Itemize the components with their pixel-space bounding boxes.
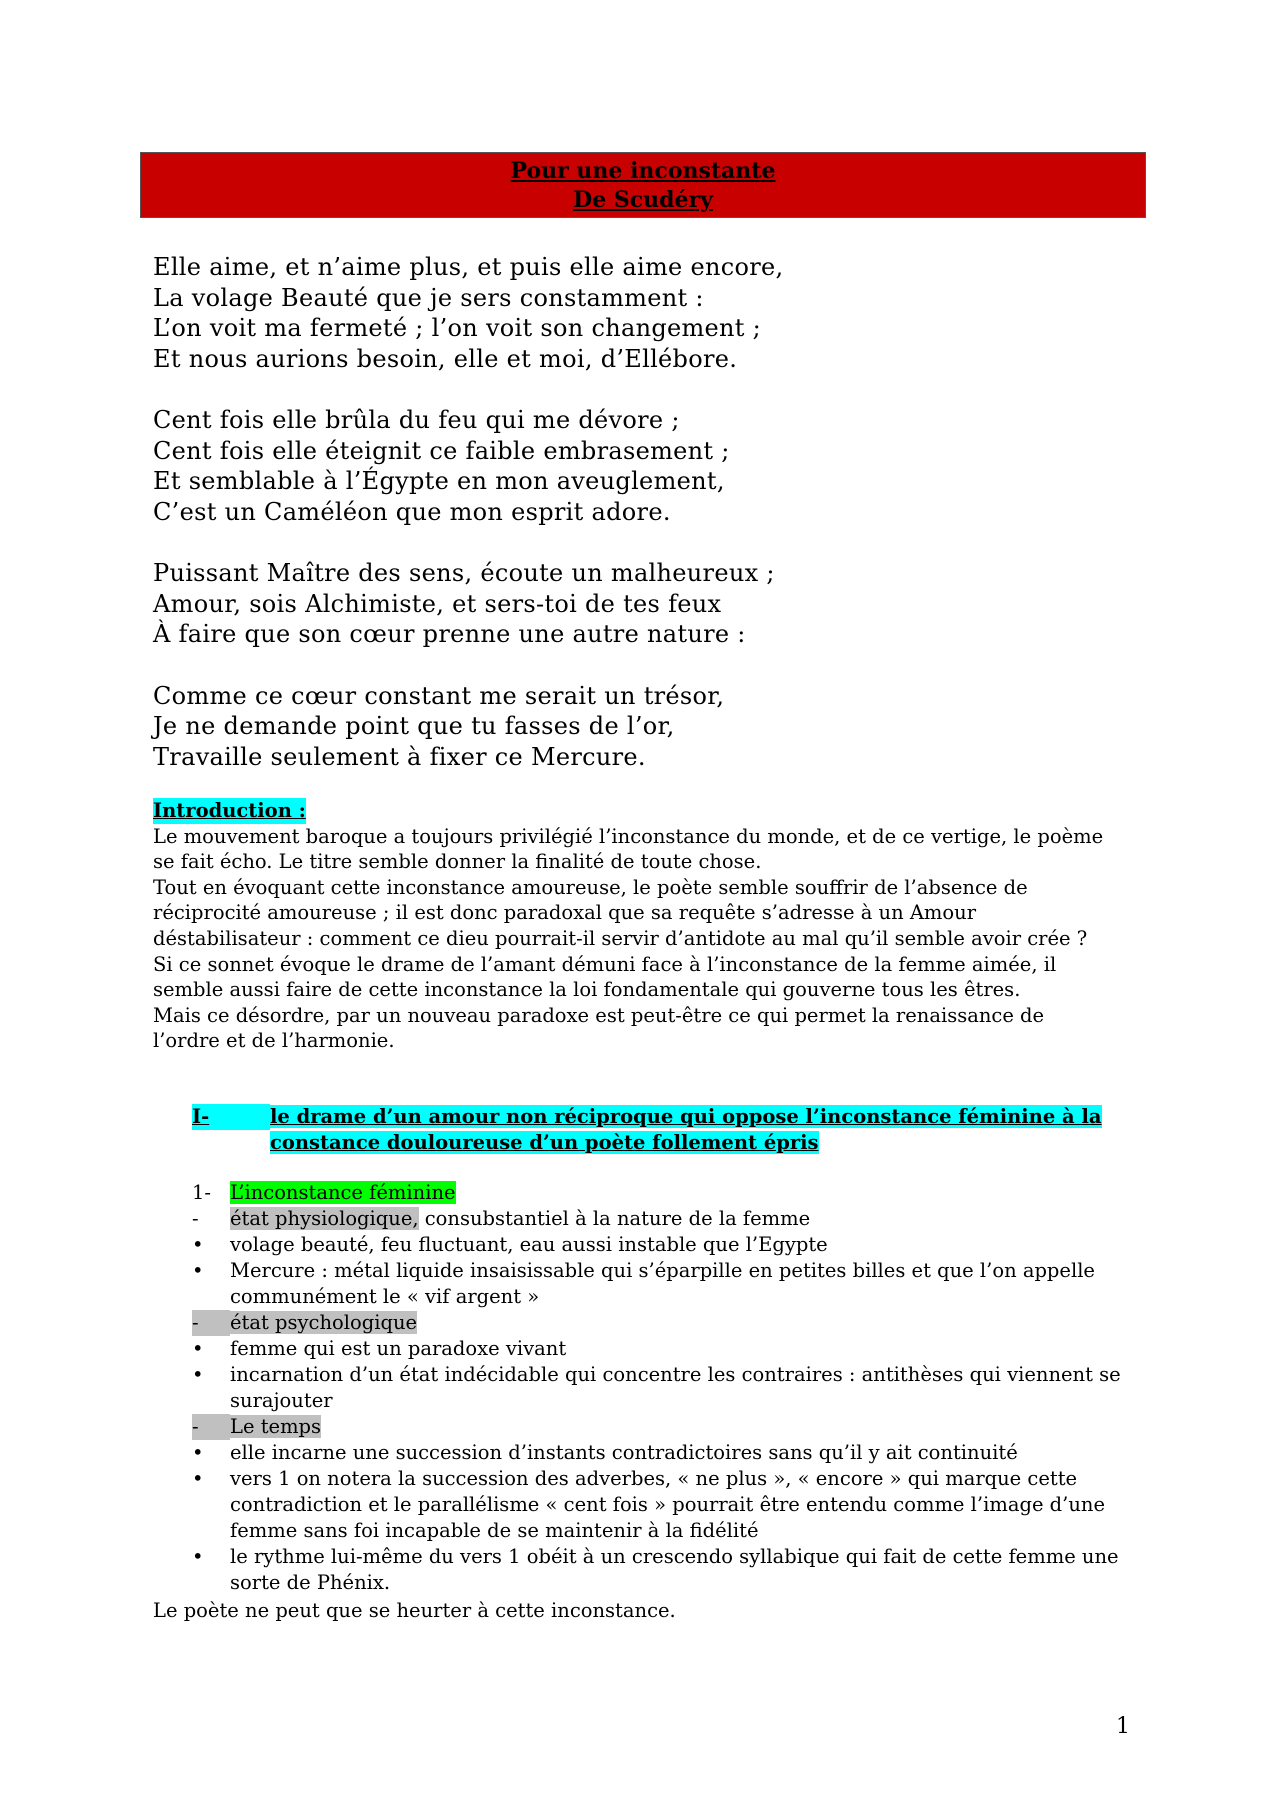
section-title-line: le drame d’un amour non réciproque qui oppose l’inconstance féminine à la [270, 1105, 1102, 1128]
introduction-paragraph: Le mouvement baroque a toujours privilégié l’inconstance du monde, et de ce vertige, le poème se fait écho. Le titre semble donner la finalité de toute chose. [153, 824, 1104, 874]
list-item [192, 1206, 1152, 1232]
list-item [192, 1310, 1152, 1336]
list-item [192, 1336, 1152, 1362]
subsection-title: L’inconstance féminine [230, 1181, 456, 1204]
list-item [192, 1258, 1152, 1310]
introduction-paragraph: Mais ce désordre, par un nouveau paradoxe est peut-être ce qui permet la renaissance de l’ordre et de l’harmonie. [153, 1003, 1045, 1053]
poem-line: Puissant Maître des sens, écoute un malheureux ; [153, 559, 775, 587]
bullet-marker: • [192, 1467, 204, 1490]
poem-line: Cent fois elle éteignit ce faible embrasement ; [153, 436, 730, 465]
poem-line: C’est un Caméléon que mon esprit adore. [153, 497, 671, 526]
bullet-marker: • [192, 1545, 204, 1568]
introduction-paragraph: Tout en évoquant cette inconstance amoureuse, le poète semble souffrir de l’absence de réciprocité amoureuse ; il est donc paradoxal que sa requête s’adresse à un Amour déstabilisateur : comment ce dieu pourrait-il servir d’antidote au mal qu’il semble avoir crée ? [153, 875, 1088, 950]
bullet-marker: • [192, 1441, 204, 1464]
section-title [270, 1104, 1132, 1155]
poem-line: Et semblable à l’Égypte en mon aveuglement, [153, 467, 725, 495]
poem-title: Pour une inconstante [510, 158, 776, 184]
introduction-heading: Introduction : [153, 799, 306, 822]
stanza [153, 558, 1053, 650]
list-item [192, 1466, 1152, 1544]
list-item-text: incarnation d’un état indécidable qui concentre les contraires : antithèses qui viennent se surajouter [230, 1363, 1121, 1412]
closing-sentence: Le poète ne peut que se heurter à cette inconstance. [153, 1599, 676, 1622]
list-item-text: consubstantiel à la nature de la femme [418, 1207, 811, 1230]
section-title-line: constance douloureuse d’un poète follement épris [270, 1130, 819, 1154]
stanza [153, 405, 1053, 527]
list-item-text: Mercure : métal liquide insaisissable qui s’éparpille en petites billes et que l’on appelle communément le « vif argent » [230, 1259, 1095, 1308]
poem-line: Amour, sois Alchimiste, et sers-toi de tes feux [153, 589, 722, 618]
list-item-text: le rythme lui-même du vers 1 obéit à un crescendo syllabique qui fait de cette femme une sorte de Phénix. [230, 1545, 1119, 1594]
poem-line: La volage Beauté que je sers constamment : [153, 283, 704, 312]
list-item [192, 1232, 1152, 1258]
stanza [153, 252, 1053, 374]
poem-line: Cent fois elle brûla du feu qui me dévore ; [153, 406, 680, 434]
poem-line: L’on voit ma fermeté ; l’on voit son changement ; [153, 314, 762, 342]
poem [153, 252, 1053, 803]
poem-line: Comme ce cœur constant me serait un trésor, [153, 681, 725, 710]
stanza [153, 681, 1053, 773]
list-item [192, 1414, 1152, 1440]
poem-line: À faire que son cœur prenne une autre nature : [153, 620, 746, 648]
section-number: I- [192, 1104, 270, 1130]
section-heading [192, 1104, 1132, 1155]
list-item-text: femme qui est un paradoxe vivant [230, 1337, 567, 1360]
highlighted-term: état physiologique, [230, 1207, 419, 1230]
bullet-marker: • [192, 1233, 204, 1256]
list-item [192, 1362, 1152, 1414]
dash-marker: - [192, 1414, 230, 1440]
bullet-marker: • [192, 1259, 204, 1282]
bullet-marker: • [192, 1337, 204, 1360]
poem-line: Et nous aurions besoin, elle et moi, d’Ellébore. [153, 344, 738, 373]
list-item-text: vers 1 on notera la succession des adverbes, « ne plus », « encore » qui marque cette contradiction et le parallélisme « cent fois » pourrait être entendu comme l’image d’une femme sans foi incapable de se maintenir à la fidélité [230, 1467, 1106, 1542]
list-item-text: elle incarne une succession d’instants contradictoires sans qu’il y ait continuité [230, 1441, 1018, 1464]
poem-line: Elle aime, et n’aime plus, et puis elle aime encore, [153, 253, 784, 281]
list-item [192, 1440, 1152, 1466]
poem-line: Travaille seulement à fixer ce Mercure. [153, 742, 646, 771]
highlighted-term: Le temps [230, 1415, 322, 1438]
poem-author: De Scudéry [573, 187, 713, 213]
poem-line: Je ne demande point que tu fasses de l’or, [153, 712, 675, 740]
subsection-number: 1- [192, 1181, 211, 1204]
list-item-text: volage beauté, feu fluctuant, eau aussi instable que l’Egypte [230, 1233, 828, 1256]
outline [192, 1180, 1152, 1596]
title-box [140, 152, 1146, 218]
subsection-heading [192, 1180, 1152, 1206]
introduction [153, 798, 1113, 1054]
list-item [192, 1544, 1152, 1596]
introduction-paragraph: Si ce sonnet évoque le drame de l’amant démuni face à l’inconstance de la femme aimée, il semble aussi faire de cette inconstance la loi fondamentale qui gouverne tous les êtres. [153, 952, 1057, 1002]
bullet-marker: • [192, 1363, 204, 1386]
page-number: 1 [1116, 1714, 1130, 1739]
dash-marker: - [192, 1310, 230, 1336]
dash-marker: - [192, 1207, 199, 1230]
highlighted-term: état psychologique [230, 1311, 418, 1334]
